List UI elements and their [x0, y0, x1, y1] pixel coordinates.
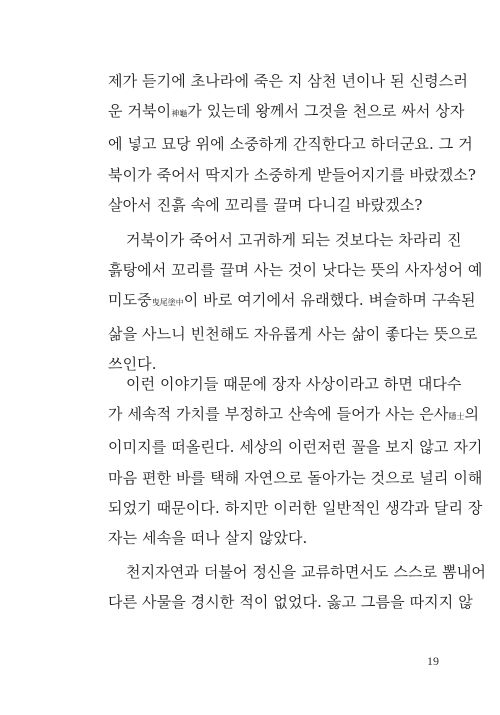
- text-line: 이런 이야기들 때문에 장자 사상이라고 하면 대다수: [126, 375, 462, 393]
- text-line: 가 세속적 가치를 부정하고 산속에 들어가 사는 은사隱士의: [108, 405, 480, 424]
- hanja-annotation: 隱士: [448, 412, 465, 422]
- text-line: 이미지를 떠올린다. 세상의 이런저런 꼴을 보지 않고 자기: [108, 438, 483, 457]
- text-line: 거북이가 죽어서 고귀하게 되는 것보다는 차라리 진: [126, 231, 462, 249]
- body-paragraph-1: [108, 225, 483, 379]
- text-line: 다른 사물을 경시한 적이 없었다. 옳고 그름을 따지지 않: [108, 593, 473, 612]
- text-line: 북이가 죽어서 딱지가 소중하게 받들어지기를 바랐겠소?: [108, 165, 477, 184]
- page-number: 19: [427, 654, 439, 668]
- text-line: 살아서 진흙 속에 꼬리를 끌며 다니길 바랐겠소?: [108, 195, 423, 214]
- hanja-annotation: 神龜: [171, 109, 188, 119]
- text-line: 삶을 사느니 빈천해도 자유롭게 사는 삶이 좋다는 뜻으로: [108, 324, 478, 343]
- quote-paragraph: [108, 66, 477, 220]
- text-line: 에 넣고 묘당 위에 소중하게 간직한다고 하더군요. 그 거: [108, 135, 473, 154]
- text-line: 쓰인다.: [108, 354, 157, 373]
- body-paragraph-3: [108, 557, 486, 617]
- text-line: 마음 편한 바를 택해 자연으로 돌아가는 것으로 널리 이해: [108, 468, 483, 487]
- text-line: 미도중曳尾塗中이 바로 여기에서 유래했다. 벼슬하며 구속된: [108, 291, 476, 310]
- text-line: 되었기 때문이다. 하지만 이러한 일반적인 생각과 달리 장: [108, 498, 483, 517]
- text-line: 자는 세속을 떠나 살지 않았다.: [108, 529, 308, 548]
- body-paragraph-2: [108, 369, 483, 553]
- text-line: 제가 듣기에 초나라에 죽은 지 삼천 년이나 된 신령스러: [108, 72, 468, 90]
- text-line: 운 거북이神龜가 있는데 왕께서 그것을 천으로 싸서 상자: [108, 102, 465, 121]
- text-line: 천지자연과 더불어 정신을 교류하면서도 스스로 뽐내어: [126, 563, 486, 581]
- text-line: 흙탕에서 꼬리를 끌며 사는 것이 낫다는 뜻의 사자성어 예: [108, 261, 483, 280]
- hanja-annotation: 曳尾塗中: [151, 298, 184, 308]
